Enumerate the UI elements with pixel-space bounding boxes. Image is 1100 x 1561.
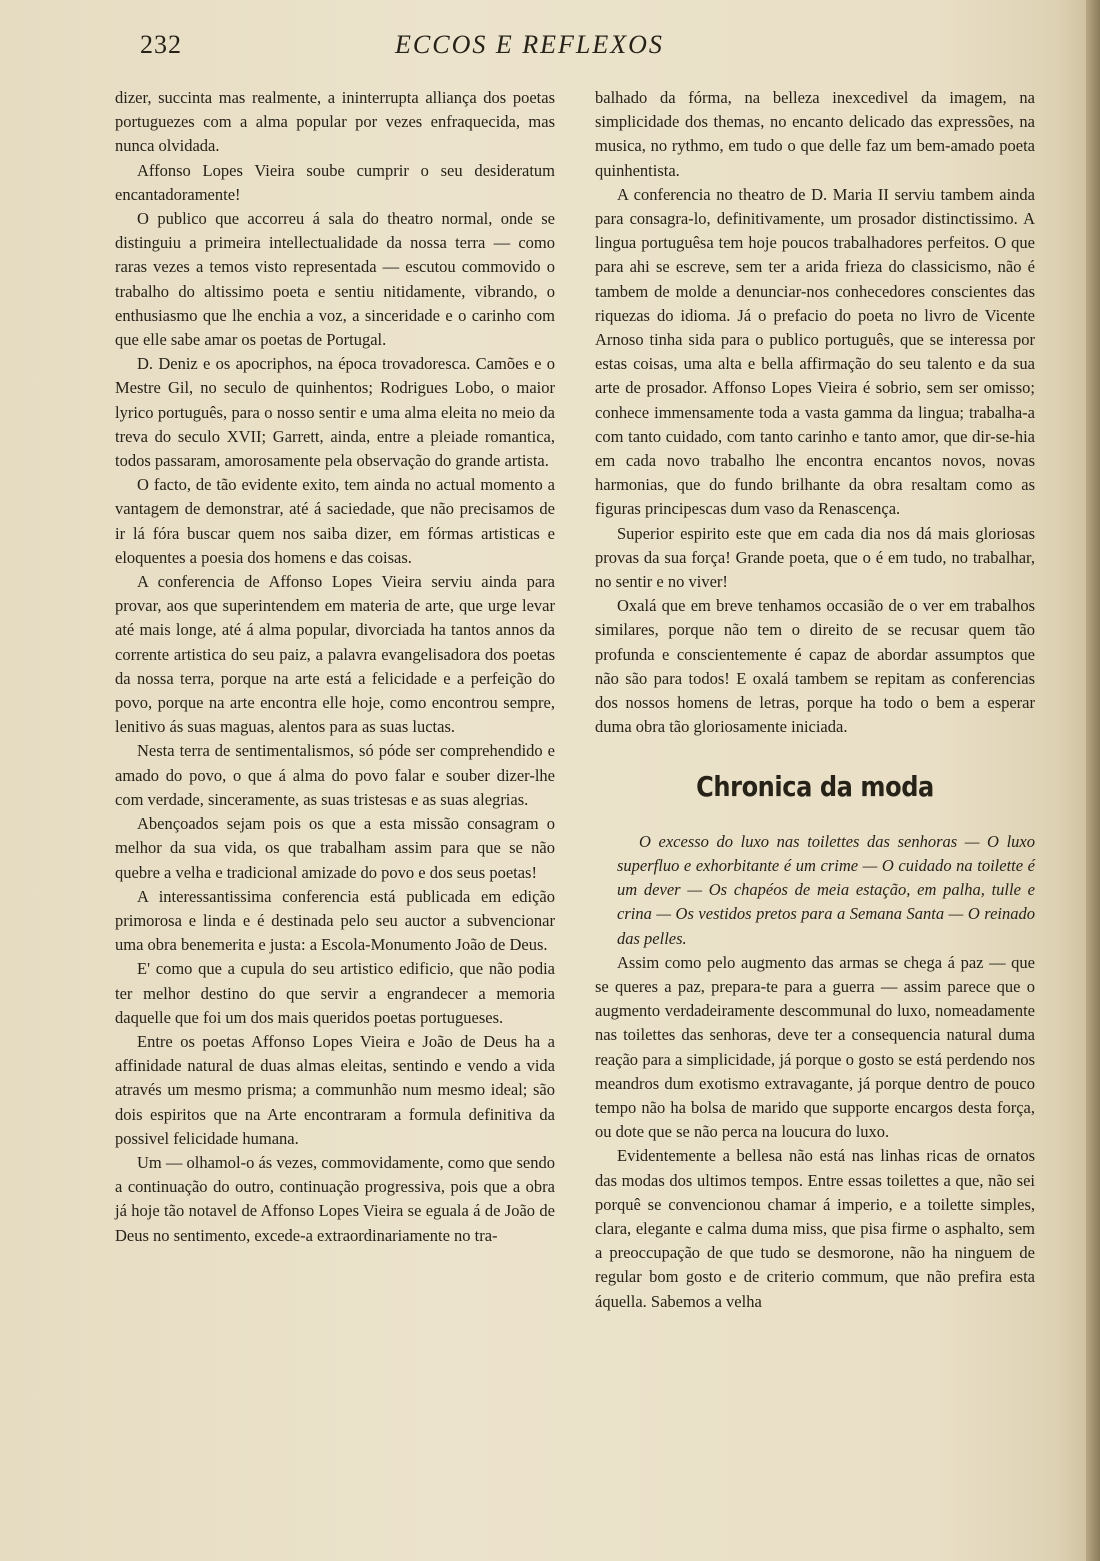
paragraph: Entre os poetas Affonso Lopes Vieira e João de Deus ha a affinidade natural de duas almas eleitas, sentindo e vendo a vida através um mesmo prisma; a communhão num mesmo ideal; são dois espiritos que na Arte encontraram a formula definitiva da possivel felicidade humana. <box>115 1031 555 1148</box>
running-head: ECCOS E REFLEXOS <box>395 30 664 59</box>
paragraph: balhado da fórma, na belleza inexcedivel da imagem, na simplicidade dos themas, no encanto delicado das expressões, na musica, no rythmo, em tudo o que delle faz um bem-amado poeta quinhentista. <box>595 88 1035 180</box>
left-column <box>115 86 555 1248</box>
page-number: 232 <box>140 30 182 59</box>
paragraph: E' como que a cupula do seu artistico edificio, que não podia ter melhor destino do que servir a engrandecer a memoria daquelle que foi um dos mais queridos poetas portugueses. <box>115 959 555 1027</box>
paragraph: Oxalá que em breve tenhamos occasião de o ver em trabalhos similares, porque não tem o direito de se recusar quem tão profunda e conscientemente é capaz de abordar assumptos que não são para todos! E oxalá tambem se repitam as conferencias dos nossos homens de letras, porque ha todo o bem a esperar duma obra tão gloriosamente iniciada. <box>595 596 1035 737</box>
paragraph: Assim como pelo augmento das armas se chega á paz — que se queres a paz, prepara-te para a guerra — assim parece que o augmento verdadeiramente descommunal do luxo, nomeadamente nas toilettes das senhoras, deve ter a consequencia natural duma reação para a simplicidade, já porque o gosto se está perdendo nos meandros dum exotismo extravagante, já porque dentro de pouco tempo não ha bolsa de marido que supporte encargos desta força, ou dote que se não perca na loucura do luxo. <box>595 952 1035 1142</box>
paragraph: Superior espirito este que em cada dia nos dá mais gloriosas provas da sua força! Grande poeta, que o é em tudo, no trabalhar, no sentir e no viver! <box>595 523 1035 592</box>
paragraph: O facto, de tão evidente exito, tem ainda no actual momento a vantagem de demonstrar, até á saciedade, que não precisamos de ir lá fóra buscar quem nos saiba dizer, em fórmas artisticas e eloquentes a poesia dos homens e das coisas. <box>115 475 555 567</box>
paragraph: A conferencia no theatro de D. Maria II serviu tambem ainda para consagra-lo, definitivamente, um prosador distinctissimo. A lingua portuguêsa tem hoje poucos trabalhadores perfeitos. O que para ahi se escreve, sem ter a arida frieza do classicismo, não é tambem de molde a denunciar-nos conhecedores conscientes das riquezas do idioma. Já o prefacio do poeta no livro de Vicente Arnoso tinha sida para o publico português, que se interessa por estas coisas, uma alta e bella affirmação do seu talento e da sua arte de prosador. Affonso Lopes Vieira é sobrio, sem ser omisso; conhece immensamente toda a vasta gamma da lingua; trabalha-a com tanto cuidado, com tanto carinho e tanto amor, que dir-se-hia em cada novo trabalho lhe encontra encantos novos, novas harmonias, que do fundo brilhante da obra resaltam como as figuras principescas dum vaso da Renascença. <box>595 184 1035 519</box>
paragraph: D. Deniz e os apocriphos, na época trovadoresca. Camões e o Mestre Gil, no seculo de quinhentos; Rodrigues Lobo, o maior lyrico português, para o nosso sentir e uma alma eleita no meio da treva do seculo XVII; Garrett, ainda, entre a pleiade romantica, todos passaram, amorosamente pela observação do grande artista. <box>115 354 555 471</box>
paragraph: O publico que accorreu á sala do theatro normal, onde se distinguiu a primeira intellectualidade da nossa terra — como raras vezes a temos visto representada — escutou commovido o trabalho do altissimo poeta e sentiu nitidamente, vibrando, o enthusiasmo que lhe enchia a voz, a sinceridade e o carinho com que elle sabe amar os poetas de Portugal. <box>115 209 555 350</box>
paragraph: Evidentemente a bellesa não está nas linhas ricas de ornatos das modas dos ultimos tempos. Entre essas toilettes a que, não sei porquê se convencionou chamar á imperio, e a toilette simples, clara, elegante e calma duma miss, que pisa firme o asphalto, sem a preoccupação de que tudo se desmorone, não ha ninguem de regular bom gosto e de criterio commum, que não prefira esta áquella. Sabemos a velha <box>595 1146 1035 1311</box>
paragraph: Affonso Lopes Vieira soube cumprir o seu desideratum encantadoramente! <box>115 160 555 204</box>
paragraph: dizer, succinta mas realmente, a ininterrupta alliança dos poetas portuguezes com a alma popular por vezes enfraquecida, mas nunca olvidada. <box>115 88 555 156</box>
paragraph: Abençoados sejam pois os que a esta missão consagram o melhor da sua vida, os que trabalham assim para que se não quebre a velha e tradicional amizade do povo e dos seus poetas! <box>115 814 555 882</box>
paragraph: A interessantissima conferencia está publicada em edição primorosa e linda e é destinada pelo seu auctor a subvencionar uma obra benemerita e justa: a Escola-Monumento João de Deus. <box>115 886 555 955</box>
right-column <box>595 86 1035 1314</box>
section-title: Chronica da moda <box>696 770 934 804</box>
page-edge <box>1086 0 1100 1561</box>
paragraph: Nesta terra de sentimentalismos, só póde ser comprehendido e amado do povo, o que á alma do povo falar e souber dizer-lhe com verdade, sinceramente, as suas tristesas e as suas alegrias. <box>115 741 555 809</box>
paragraph: A conferencia de Affonso Lopes Vieira serviu ainda para provar, aos que superintendem em materia de arte, que urge levar até mais longe, até á alma popular, divorciada ha tantos annos da corrente artistica do seu paiz, a palavra evangelisadora dos poetas da nossa terra, porque na arte está a felicidade e a perfeição do povo, porque na arte encontra elle hoje, como encontrou sempre, lenitivo ás suas maguas, alentos para as suas luctas. <box>115 572 555 737</box>
section-summary: O excesso do luxo nas toilettes das senhoras — O luxo superfluo e exhorbitante é um crime — O cuidado na toilette é um dever — Os chapéos de meia estação, em palha, tulle e crina — Os vestidos pretos para a Semana Santa — O reinado das pelles. <box>617 831 1035 948</box>
paragraph: Um — olhamol-o ás vezes, commovidamente, como que sendo a continuação do outro, continuação progressiva, pois que a obra já hoje tão notavel de Affonso Lopes Vieira se eguala á de João de Deus no sentimento, excede-a extraordinariamente no tra- <box>115 1152 555 1245</box>
